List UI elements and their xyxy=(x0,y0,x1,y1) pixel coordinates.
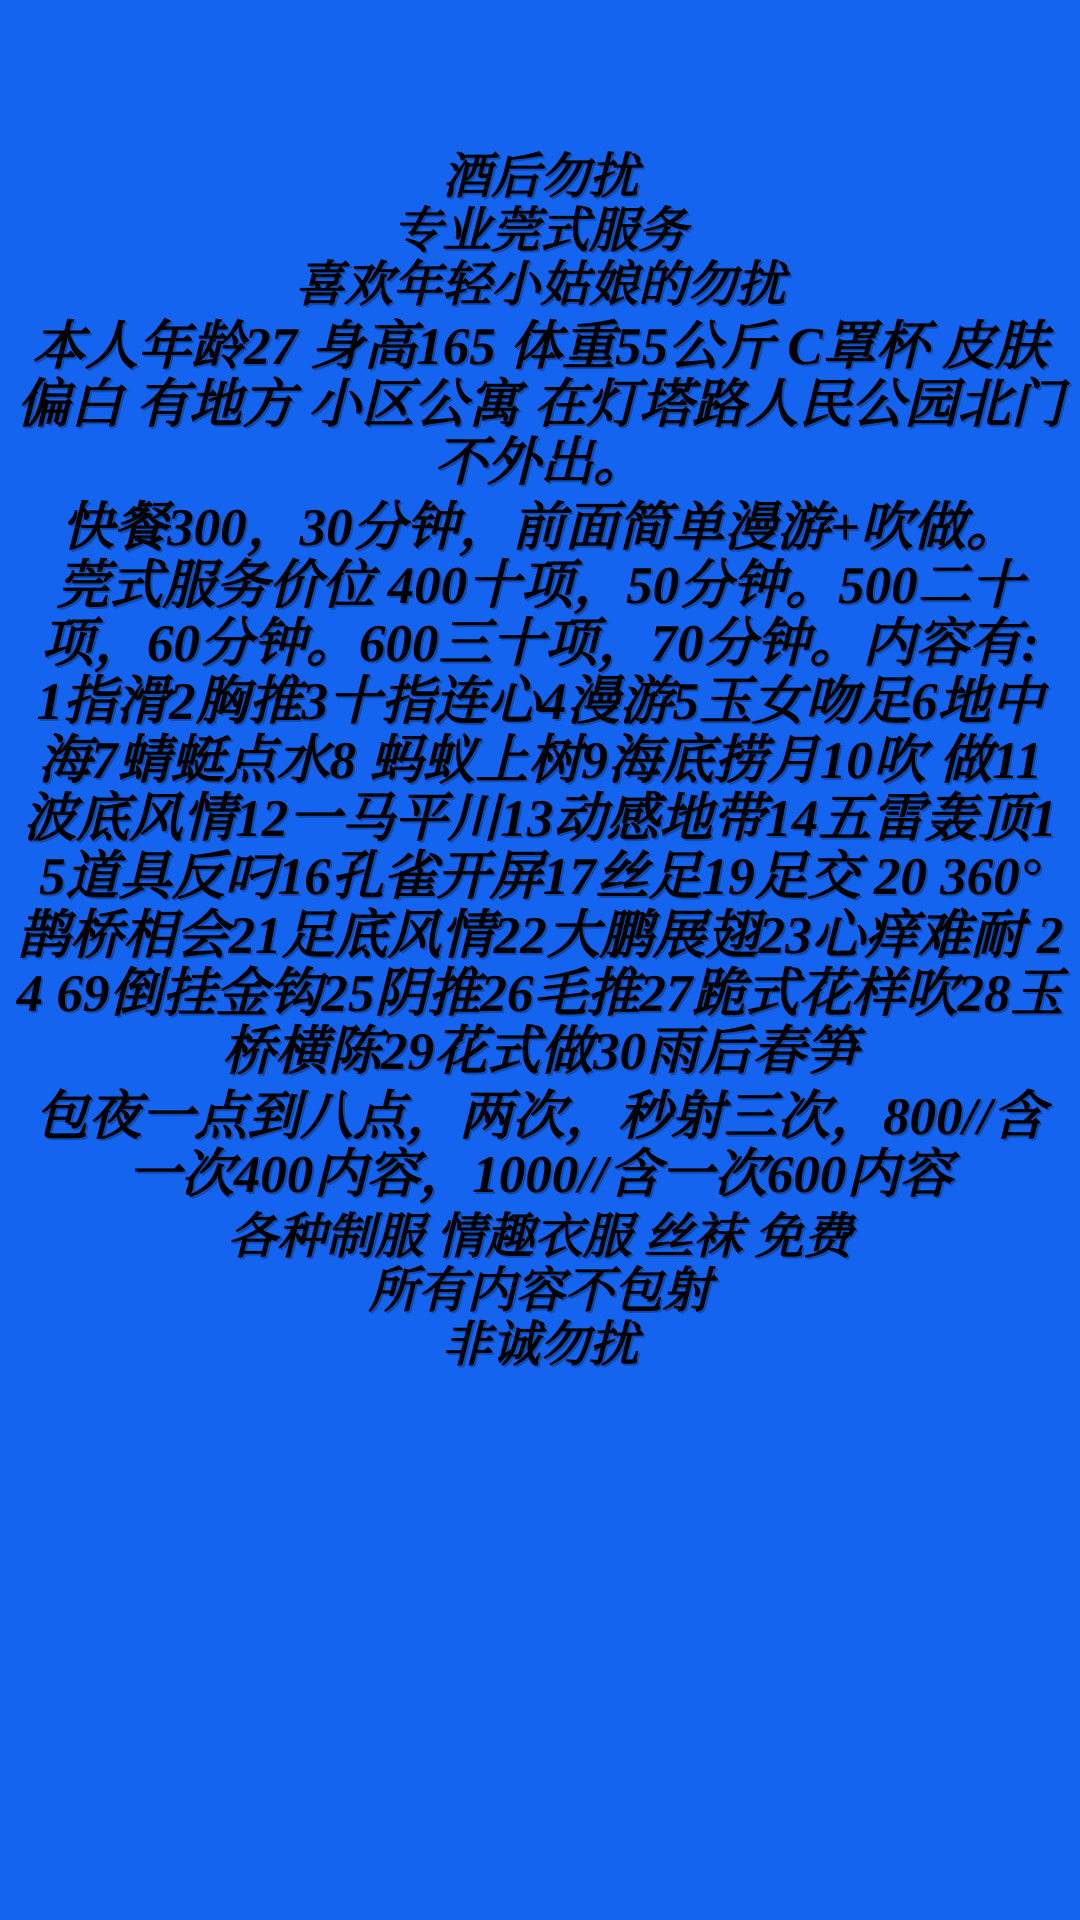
pricing-line-2: 莞式服务价位 400十项，50分钟。500二十项，60分钟。600三十项，70分钟。内容有: xyxy=(40,556,1040,674)
extras-block xyxy=(14,1210,1066,1372)
headline-line-2: 专业莞式服务 xyxy=(392,202,687,258)
services-text: 1指滑2胸推3十指连心4漫游5玉女吻足6地中海7蜻蜓点水8 蚂蚁上树9海底捞月10吹 做11波底风情12一马平川13动感地带14五雷轰顶15道具反叼16孔雀开屏17丝足19足交 20 360°鹊桥相会21足底风情22大鹏展翅23心痒难耐 24 69倒挂金钩25阴推26毛推27跪式花样吹28玉桥横陈29花式做30雨后春笋 xyxy=(16,673,1064,1082)
extras-line-1: 各种制服 情趣衣服 丝袜 免费 xyxy=(227,1209,853,1265)
extras-line-3: 非诚勿扰 xyxy=(441,1316,638,1372)
profile-block xyxy=(14,317,1077,493)
services-block xyxy=(14,673,1066,1081)
overnight-text: 包夜一点到八点，两次，秒射三次，800//含一次400内容，1000//含一次600内容 xyxy=(35,1087,1045,1204)
extras-line-2: 所有内容不包射 xyxy=(368,1263,712,1319)
profile-text: 本人年龄27 身高165 体重55公斤 C罩杯 皮肤偏白 有地方 小区公寓 在灯塔路人民公园北门 不外出。 xyxy=(16,317,1077,493)
headline-block xyxy=(14,150,1066,312)
pricing-line-1: 快餐300，30分钟，前面简单漫游+吹做。 xyxy=(61,498,1019,557)
headline-line-3: 喜欢年轻小姑娘的勿扰 xyxy=(294,256,785,312)
pricing-block xyxy=(14,499,1066,674)
overnight-block xyxy=(14,1088,1066,1205)
headline-line-1: 酒后勿扰 xyxy=(441,149,638,204)
